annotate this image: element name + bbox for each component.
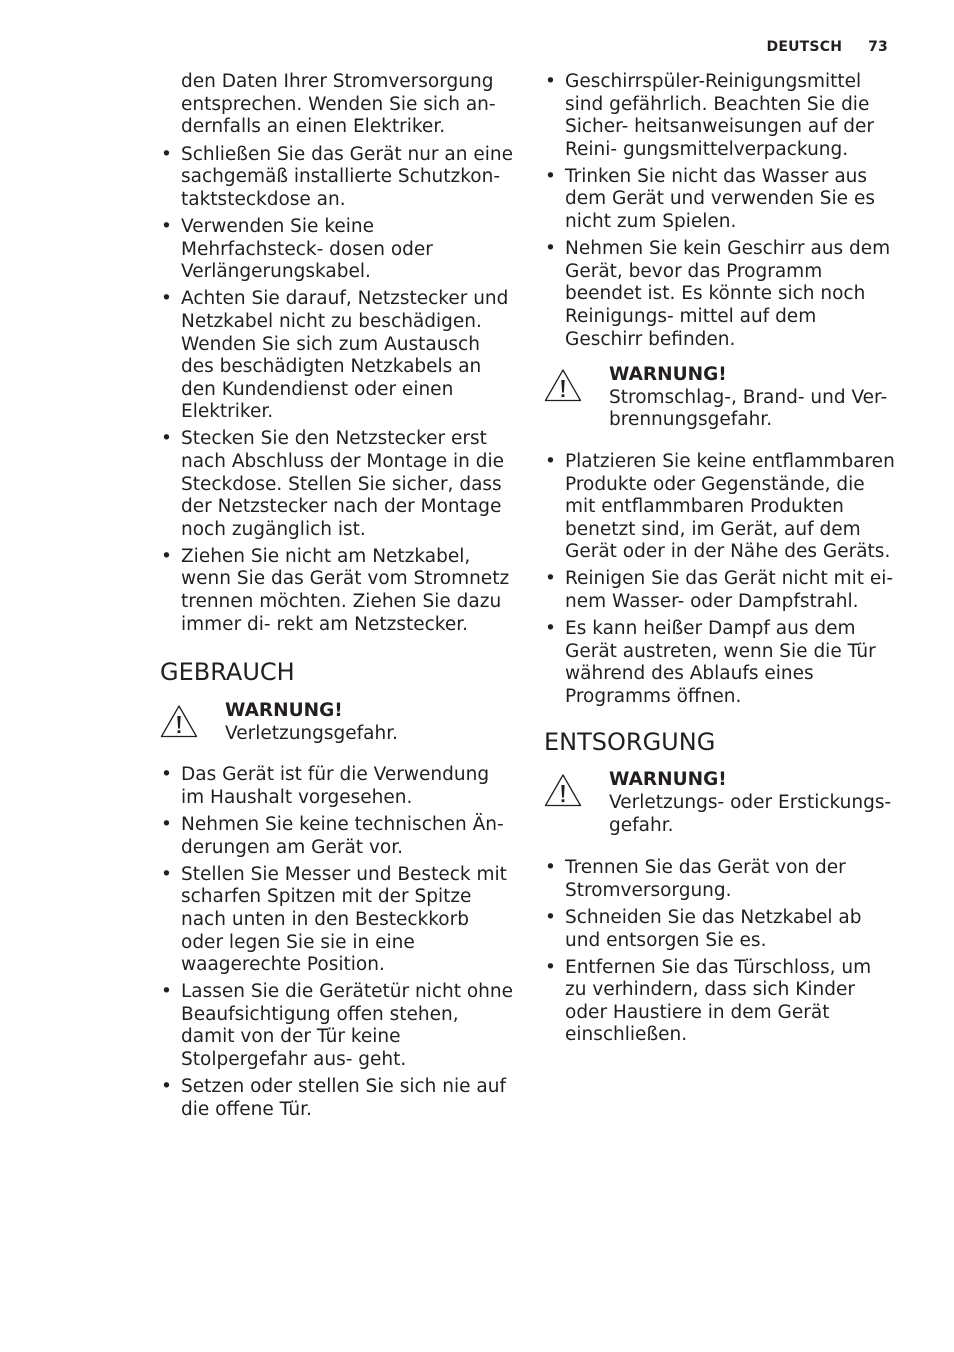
page-number: 73 (868, 39, 888, 55)
list-item: • Platzieren Sie keine entflammbaren Produkte oder Gegenstände, die mit entflammbaren Produkten benetzt sind, im Gerät, auf dem Gerät oder in der Nähe des Geräts. (544, 451, 898, 564)
continuation-text: den Daten Ihrer Stromversorgung entsprechen. Wenden Sie sich an- dernfalls an einen Elektriker. (181, 71, 496, 138)
section-title-gebrauch: GEBRAUCH (160, 658, 295, 687)
warning-text: Verletzungs- oder Erstickungs- gefahr. (609, 792, 892, 836)
list-item: • Schneiden Sie das Netzkabel ab und entsorgen Sie es. (544, 907, 898, 952)
list-item: • Stellen Sie Messer und Besteck mit scharfen Spitzen mit der Spitze nach unten in den Besteckkorb oder legen Sie sie in eine waagerechte Position. (160, 864, 514, 977)
list-item: • Nehmen Sie kein Geschirr aus dem Gerät, bevor das Programm beendet ist. Es könnte sich noch Reinigungs- mittel auf dem Geschirr befinden. (544, 238, 898, 351)
warning-box (544, 769, 898, 837)
list-item: • Das Gerät ist für die Verwendung im Haushalt vorgesehen. (160, 764, 514, 809)
list-item: • Geschirrspüler-Reinigungsmittel sind gefährlich. Beachten Sie die Sicher- heitsanweisungen auf der Reini- gungsmittelverpackung. (544, 71, 898, 161)
list-item: • Lassen Sie die Gerätetür nicht ohne Beaufsichtigung offen stehen, damit von der Tür keine Stolpergefahr aus- geht. (160, 981, 514, 1071)
fire-safety-list (544, 451, 898, 709)
warning-title: WARNUNG! (609, 364, 727, 386)
list-item: • Entfernen Sie das Türschloss, um zu verhindern, dass sich Kinder oder Haustiere in dem Gerät einschließen. (544, 957, 898, 1047)
safety-list (160, 144, 514, 636)
warning-box (160, 700, 514, 745)
list-item: • Reinigen Sie das Gerät nicht mit ei- nem Wasser- oder Dampfstrahl. (544, 568, 898, 613)
warning-title: WARNUNG! (225, 700, 343, 722)
list-item: • Nehmen Sie keine technischen Än- derungen am Gerät vor. (160, 814, 514, 859)
list-item: • Stecken Sie den Netzstecker erst nach Abschluss der Montage in die Steckdose. Stellen Sie sicher, dass der Netzstecker nach der Montage noch zugänglich ist. (160, 428, 514, 541)
warning-text: Verletzungsgefahr. (225, 722, 399, 744)
list-item: • Trinken Sie nicht das Wasser aus dem Gerät und verwenden Sie es nicht zum Spielen. (544, 166, 898, 234)
usage-list (160, 764, 514, 1121)
warning-title: WARNUNG! (609, 769, 727, 791)
disposal-list (544, 857, 898, 1047)
list-item: • Trennen Sie das Gerät von der Stromversorgung. (544, 857, 898, 902)
list-item: • Ziehen Sie nicht am Netzkabel, wenn Sie das Gerät vom Stromnetz trennen möchten. Ziehen Sie dazu immer di- rekt am Netzstecker. (160, 546, 514, 636)
section-title-entsorgung: ENTSORGUNG (544, 728, 716, 757)
warning-triangle-icon (544, 773, 582, 807)
left-column (160, 71, 514, 1126)
right-column (544, 71, 898, 1051)
list-item: • Setzen oder stellen Sie sich nie auf die offene Tür. (160, 1076, 514, 1121)
list-item: • Verwenden Sie keine Mehrfachsteck- dosen oder Verlängerungskabel. (160, 216, 514, 284)
list-item: • Es kann heißer Dampf aus dem Gerät austreten, wenn Sie die Tür während des Ablaufs eines Programms öffnen. (544, 618, 898, 708)
detergent-list (544, 71, 898, 351)
list-item: • Schließen Sie das Gerät nur an eine sachgemäß installierte Schutzkon- taktsteckdose an. (160, 144, 514, 212)
list-item: • Achten Sie darauf, Netzstecker und Netzkabel nicht zu beschädigen. Wenden Sie sich zum Austausch des beschädigten Netzkabels an den Kundendienst oder einen Elektriker. (160, 288, 514, 424)
warning-triangle-icon (160, 704, 198, 738)
warning-text: Stromschlag-, Brand- und Ver- brennungsgefahr. (609, 386, 888, 431)
page-header (767, 39, 888, 55)
warning-triangle-icon (544, 368, 582, 402)
header-language: DEUTSCH (766, 39, 843, 55)
warning-box (544, 364, 898, 432)
